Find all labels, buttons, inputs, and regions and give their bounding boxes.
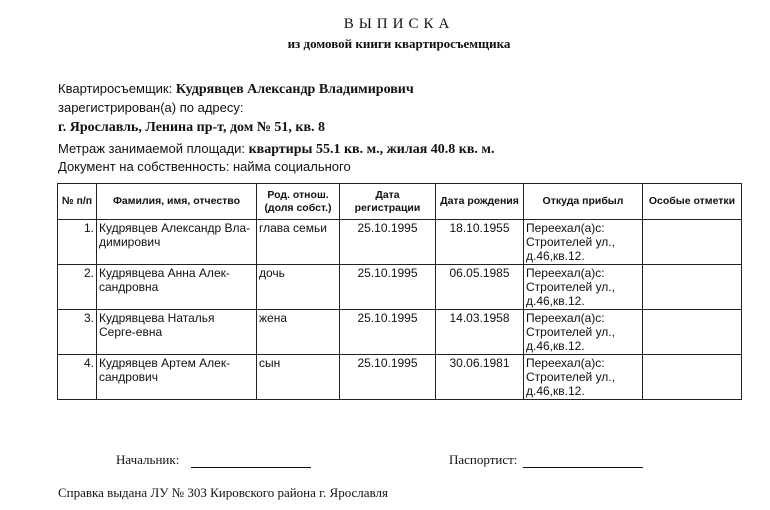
area-label: Метраж занимаемой площади:	[58, 141, 245, 156]
header-from: Откуда прибыл	[524, 184, 643, 220]
registered-label: зарегистрирован(а) по адресу:	[58, 100, 244, 115]
cell-relation: сын	[257, 355, 340, 400]
cell-notes	[643, 220, 742, 265]
passport-signature-line	[523, 454, 643, 468]
chief-label: Начальник:	[116, 452, 180, 467]
footer-issued-by: Справка выдана ЛУ № 303 Кировского района г. Ярославля	[58, 485, 388, 500]
cell-reg-date: 25.10.1995	[340, 355, 436, 400]
residents-table	[57, 183, 742, 400]
header-num: № п/п	[58, 184, 97, 220]
cell-reg-date: 25.10.1995	[340, 310, 436, 355]
cell-fio: Кудрявцев Артем Алек-сандрович	[97, 355, 257, 400]
ownership-value: найма социального	[232, 159, 351, 174]
header-fio: Фамилия, имя, отчество	[97, 184, 257, 220]
cell-birth-date: 06.05.1985	[436, 265, 524, 310]
cell-fio: Кудрявцева Наталья Серге-евна	[97, 310, 257, 355]
cell-reg-date: 25.10.1995	[340, 220, 436, 265]
table-row	[58, 220, 742, 265]
chief-signature	[116, 452, 311, 468]
table-header-row	[58, 184, 742, 220]
cell-relation: глава семьи	[257, 220, 340, 265]
document-title: ВЫПИСКА	[343, 16, 455, 32]
tenant-line	[58, 81, 414, 98]
document-subtitle: из домовой книги квартиросъемщика	[287, 36, 511, 51]
header-relation: Род. отнош. (доля собст.)	[257, 184, 340, 220]
cell-num: 1.	[58, 220, 97, 265]
ownership-label: Документ на собственность:	[58, 159, 230, 174]
passport-label: Паспортист:	[449, 452, 518, 467]
table-row	[58, 355, 742, 400]
cell-fio: Кудрявцев Александр Вла-димирович	[97, 220, 257, 265]
area-value: квартиры 55.1 кв. м., жилая 40.8 кв. м.	[248, 142, 495, 157]
cell-num: 4.	[58, 355, 97, 400]
table-row	[58, 265, 742, 310]
header-reg-date: Дата регистрации	[340, 184, 436, 220]
ownership-line	[58, 159, 351, 174]
cell-birth-date: 14.03.1958	[436, 310, 524, 355]
chief-signature-line	[191, 454, 311, 468]
cell-num: 3.	[58, 310, 97, 355]
area-line	[58, 141, 494, 158]
cell-relation: жена	[257, 310, 340, 355]
cell-relation: дочь	[257, 265, 340, 310]
cell-notes	[643, 265, 742, 310]
cell-notes	[643, 355, 742, 400]
cell-birth-date: 18.10.1955	[436, 220, 524, 265]
cell-from: Переехал(а)с: Строителей ул., д.46,кв.12.	[524, 355, 643, 400]
address: г. Ярославль, Ленина пр-т, дом № 51, кв. 8	[58, 120, 326, 135]
tenant-label: Квартиросъемщик:	[58, 81, 173, 96]
tenant-name: Кудрявцев Александр Владимирович	[175, 82, 414, 97]
cell-fio: Кудрявцева Анна Алек-сандровна	[97, 265, 257, 310]
cell-notes	[643, 310, 742, 355]
cell-from: Переехал(а)с: Строителей ул., д.46,кв.12.	[524, 310, 643, 355]
passport-signature	[449, 452, 643, 468]
header-birth-date: Дата рождения	[436, 184, 524, 220]
header-notes: Особые отметки	[643, 184, 742, 220]
cell-reg-date: 25.10.1995	[340, 265, 436, 310]
cell-num: 2.	[58, 265, 97, 310]
cell-birth-date: 30.06.1981	[436, 355, 524, 400]
cell-from: Переехал(а)с: Строителей ул., д.46,кв.12.	[524, 220, 643, 265]
table-row	[58, 310, 742, 355]
cell-from: Переехал(а)с: Строителей ул., д.46,кв.12.	[524, 265, 643, 310]
